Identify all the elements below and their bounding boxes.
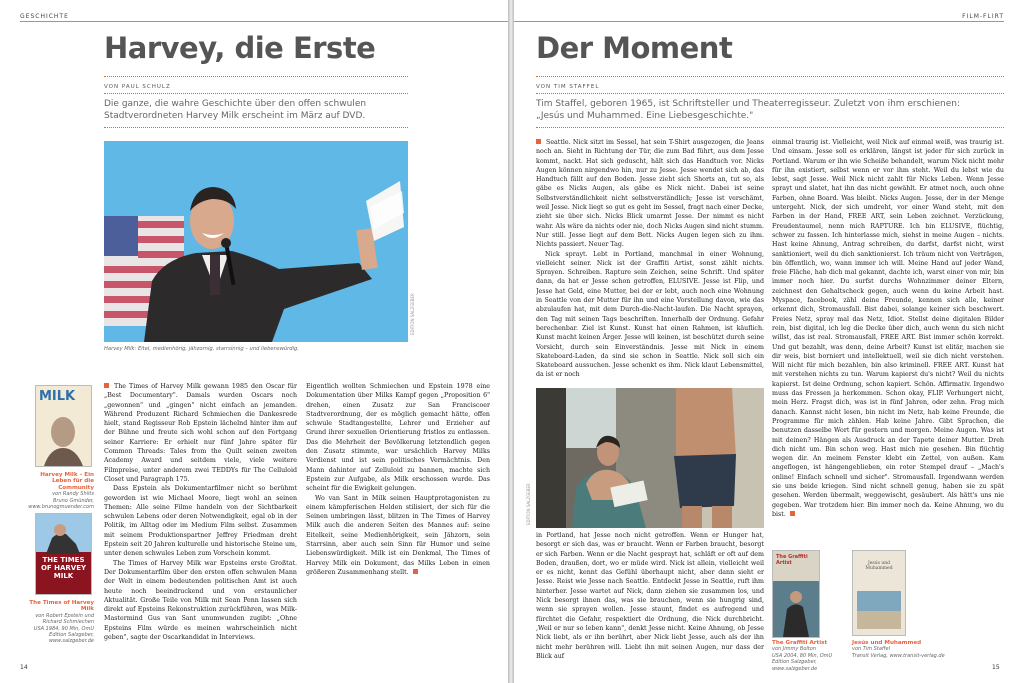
dotted-rule — [536, 93, 1004, 94]
article-column-1-bottom — [536, 531, 764, 663]
book-title: Harvey Milk – Ein Leben für die Community — [40, 472, 94, 491]
book-publisher: Bruno Gmünder, — [53, 497, 94, 504]
right-page — [514, 0, 1024, 683]
book-publisher: Transit Verlag, www.transit-verlag.de — [852, 652, 945, 659]
dvd-title: The Times of Harvey Milk — [29, 600, 94, 613]
top-rule — [514, 21, 1004, 22]
book-caption — [852, 640, 962, 659]
dvd-cover — [35, 513, 92, 595]
paragraph: einmal traurig ist. Vielleicht, weil Nick auf einmal weiß, was traurig ist. Und einsam. Jesse soll es erklären, längst ist jeder für sich zurück in Portland. Warum er ihn wie Scheiße behandelt, warum Nick nicht mehr für ihn existiert, selbst wenn er vor ihm steht. Weil du lebst wie du lebst, sagt Jesse. Weil Nick nicht zahlt für Nicks Leben. Wenn Jesse sprayt und slatet, hat ihn das nicht gewählt. Er atmet noch, auch ohne Farben, ohne Board. Was bleibt. Nicks Augen. Jesse, der in der Menge untergeht. Nick, der sich umdreht, vor einer Wand steht, mit den Farben in der Hand, FREE ART, sein Leben zeichnet. Verzückung, Freudentaumel, nenn mich RAPTURE. Ich bin ELUSIVE, flüchtig, schwer zu fassen. Ich hinterlasse mich, siehst in meine Augen – nichts. Hast keine Ahnung, Antrag schreiben, du darfst, darfst nicht, wirst sanktioniert, weil du dich sanktionierst. Ich träum nicht von Verträgen, bin öffentlich, wo, wann immer ich will. Meine Hand auf jeder Wand, freie Fläche, hab dich mal gekannt, dachte ich, warst einer von mir, bin immer noch hier. Du surfst durchs Wohnzimmer deiner Eltern, zeichnest den Gehaltscheck gegen, auch wenn du keine Arbeit hast. Myspace, facebook, zähl deine Freunde, kennen sich alle, keiner erkennt dich, Stromausfall. Bist dabei, solange keiner sich beschwert. Freies Netz, spray mal das Netz, Idiot. Stellst deine digitalen Bilder rein, bist digital, ich leg die Decke über dich, auch wenn du sich nicht willst, das ist real. Stromausfall, FREE ART. Bist immer schön korrekt. Und gut bezahlt, was denn, deine Arbeit? Kunst ist elitär, machen sie dir weis, bist borniert und intellektuell, weil sie dich nicht verstehen. Will nicht für mich bezahlen, bin also kriminell. FREE ART. Kunst hat mit verstehen nichts zu tun. Warum kapierst du's nicht? Weil du nichts kapierst. Ist deine Ordnung, schon kapiert. Schön. Affirmativ. Irgendwo muss das Fressen ja herkommen. Schon okay, FLIP. Verhungert nicht, mein Herz. Fragst dich, was ist in fünf Jahren, oder zehn. Frag mich danach. Kannst nicht lesen, bin nicht im Netz, hab keine Freunde, die Programme für mich zählen. Hab keine Jahre. Gibt Sprachen, die benutzen dasselbe Wort für gestern und morgen. Meine Augen. Was ist mit deinen? Hängen als Ausdruck an der Tapete deiner Mutter. Dreh dich nicht um. Bin schon weg. Hast mich nie gesehen. Bin flüchtig wegen dir. An meinem Fenster klebt ein Zettel, von außen. Kam angeflogen, ist hängengeblieben, ein roter Stempel drauf – „Mach's online! Einfach schnell und sicher". Stromausfall. Irgendwann werden sie uns beide kriegen. Sind nicht schnell genug, haben sie zu spät gesehen. Werden übermalt, weggewischt, gesäubert. Als hätt's uns nie gegeben. War trotzdem hier. Bin immer noch da. Keine Ahnung, wo du bist. — [772, 139, 1004, 518]
section-label: GESCHICHTE — [20, 13, 69, 20]
teaser: Die ganze, die wahre Geschichte über den offen schwulen Stadtverordneten Harvey Milk erscheint im März auf DVD. — [104, 99, 367, 121]
paragraph: Wo van Sant in Milk seinen Hauptprotagonisten zu einem kämpferischen Helden stilisiert, der sich für die Seinen umbringen lässt, blitzen in The Times of Harvey Milk auch die anderen Seiten des Mannes auf: seine Eitelkeit, seine Medienhörigkeit, sein Jähzorn, sein Starrsinn, aber auch sein Sinn für Humor und seine Liebenswürdigkeit. Milk ist ein Denkmal, The Times of Harvey Milk ein Dokument, das Milks Leben in einen größeren Zusammenhang stellt. — [306, 494, 490, 576]
dotted-rule — [536, 76, 1004, 77]
photo-caption: Harvey Milk: Eitel, medienhörig, jähzornig, starrsinnig – und liebenswürdig. — [104, 346, 299, 352]
book-cover-title: Jesús und Muhammed — [865, 561, 893, 571]
dvd-details: USA 1984, 90 Min, OmU — [33, 625, 94, 632]
article-column-2 — [772, 138, 1004, 542]
dvd-cover — [772, 550, 820, 638]
book-title: Jesús und Muhammed — [852, 640, 922, 646]
byline: VON PAUL SCHULZ — [104, 84, 171, 90]
dvd-cover-title: The Graffiti Artist — [776, 554, 808, 566]
book-author: von Randy Shilts — [52, 491, 94, 498]
dvd-title: The Graffiti Artist — [772, 640, 828, 646]
paragraph: in Portland, hat Jesse noch nicht getroffen. Wenn er Hunger hat, besorgt er sich das, was er braucht. Wenn er Farben braucht, besorgt er sich Farben. Wenn er die Nacht gesprayt hat, schläft er oft auf dem Boden, draußen, dort, wo er müde wird. Nick ist allein, vielleicht weil er es nicht, kennt das Gefühl überhaupt nicht, aber dann sieht er Jesse. Reist wie Jesse nach Seattle. Entdeckt Jesse in Seattle, ruft ihm hinterher. Jesse wartet auf Nick, dann ziehen sie zusammen los, und Nick besorgt ihnen das, was sie brauchen, wenn sie hungrig sind, wenn sie sprayen wollen. Jesse staunt, findet es aufregend und fürchtet die Gefahr, respektiert die Ordnung, die Nick durchbricht. ‚Weil er nur so leben kann", denkt Jesse nicht. Keine Ahnung, ob Jesse Nick liebt, als er ihn berührt, aber Nick liebt Jesse, auch als der ihn nicht mehr berühren will. Liebt ihn mit seinen Augen, nur dass der Blick auf — [536, 532, 764, 660]
dvd-cover-title: THE TIMES OF HARVEY MILK — [40, 556, 87, 580]
headline: Der Moment — [536, 31, 733, 65]
paragraph: Dass Epstein als Dokumentarfilmer nicht so berühmt geworden ist wie Michael Moore, liegt wohl an seinen Themen: Alle seine Filme handeln von der Sichtbarkeit schwulen Lebens oder deren Notwendigkeit, egal ob in der Politik, im Alltag oder im Medium Film selbst. Zusammen mit seinem Produktionspartner Jeffrey Friedman dreht Epstein seit 20 Jahren kulturelle und historische Steine um, unter denen schwules Leben zum Vorschein kommt. — [104, 485, 297, 558]
paragraph: The Times of Harvey Milk gewann 1985 den Oscar für „Best Documentary". Damals wurden Oscars noch „gewonnen" und „gingen" nicht einfach an jemanden. Während Produzent Richard Schmiechen die Dankesrede hielt, stand Regisseur Rob Epstein lächelnd hinter ihm auf der Bühne und freute sich wohl schon auf den Fortgang seiner Karriere: Er erhielt nur fünf Jahre später für Common Threads: Tales from the Quilt seinen zweiten Academy Award und seitdem viele, viele weitere Filmpreise, unter anderem zwei TEDDYs für The Celluloid Closet und Paragraph 175. — [104, 383, 297, 483]
dotted-rule — [536, 127, 1004, 128]
end-marker — [790, 511, 795, 516]
article-column-2 — [306, 382, 490, 582]
film-still-photo — [536, 388, 764, 528]
dvd-author: von Jimmy Bolton — [772, 646, 816, 653]
paragraph: The Times of Harvey Milk war Epsteins erste Großtat. Der Dokumentarfilm über den ersten offen schwulen Mann der Welt in einem bedeutenden politischen Amt ist auch heute noch beeindruckend und von erstaunlicher Aktualität. Große Teile von Milk mit Sean Penn lassen sich direkt auf Epsteins Rekonstruktion zurückführen, was Milk-Mastermind Gus van Sant unumwunden zugibt: „Ohne Epsteins Film würde es meinen wahrscheinlich nicht geben", sagte der Oscarkandidat in Interviews. — [104, 559, 297, 642]
top-rule — [20, 21, 508, 22]
book-url: www.brunogmuender.com — [28, 504, 94, 511]
page-number: 15 — [992, 664, 1000, 671]
dvd-publisher: Edition Salzgeber, — [772, 659, 817, 666]
start-marker — [104, 383, 109, 388]
book-cover — [852, 550, 906, 636]
left-page — [0, 0, 508, 683]
teaser: Tim Staffel, geboren 1965, ist Schriftsteller und Theaterregisseur. Zuletzt von ihm erschienen: „Jesús und Muhammed. Eine Liebesgeschichte." — [536, 99, 960, 121]
harvey-milk-photo — [104, 141, 408, 342]
dvd-caption — [20, 600, 94, 645]
headline: Harvey, die Erste — [104, 31, 376, 65]
section-label: FILM-FLIRT — [962, 13, 1004, 20]
dvd-author: von Robert Epstein und Richard Schmiechen — [35, 612, 94, 626]
start-marker — [536, 139, 541, 144]
end-marker — [413, 569, 418, 574]
byline: VON TIM STAFFEL — [536, 84, 600, 90]
book-caption — [20, 472, 94, 510]
dvd-details: USA 2004, 80 Min, OmU — [772, 652, 833, 659]
dvd-url: www.salzgeber.de — [772, 665, 818, 672]
photo-credit: EDITION SALZGEBER — [410, 293, 415, 335]
article-column-1 — [104, 382, 297, 662]
dvd-url: www.salzgeber.de — [48, 638, 94, 645]
paragraph: Nick sprayt. Lebt in Portland, manchmal in einer Wohnung, vielleicht seiner. Nick ist der Graffiti Artist, sonst zählt nichts. Sprayen. Schreiben. Rapture sein Zeichen, seine Schrift. Und später dann, da hat er Jesse schon getroffen, ELUSIVE. Jesse ist Flip, und Jesse hat Geld, eine Mutter, bei der er lebt, auch noch eine Wohnung in Seattle von der Mutter für ihn und eine Vorstellung davon, wie das abzulaufen hat, mit dem Durch-die-Nacht-laufen. Die Nacht sprayen, den Tag mit seinen Tags beschriften. Innerhalb der Ordnung. Gefahr berechenbar. Ziel ist Kunst. Kunst hat einen Rahmen, ist käuflich. Kunst macht keinen Ärger. Jesse will keinen, ist beschützt durch seine Vorsicht, durch sein Einverständnis. Jesse mit Nick in einem Skateboard-Laden, da sind sie schon in Seattle. Nick soll sich ein Skateboard aussuchen. Jesse schenkt es ihm. Nick klaut Lebensmittel, da ist er noch — [536, 250, 764, 379]
book-cover — [35, 385, 92, 467]
dvd-caption — [772, 640, 862, 672]
dotted-rule — [104, 76, 408, 77]
photo-credit: EDITION SALZGEBER — [526, 483, 531, 525]
book-cover-title: MILK — [39, 389, 76, 404]
dotted-rule — [104, 93, 408, 94]
paragraph: Eigentlich wollten Schmiechen und Epstein 1978 eine Dokumentation über Milks Kampf gegen „Proposition 6" drehen, einen Zusatz zur San Franciscoer Stadtverordnung, der es möglich gemacht hätte, offen schwule Stadtangestellte, Lehrer und Erzieher auf Grund ihrer sexuellen Orientierung fristlos zu entlassen. Das die Mehrheit der Bevölkerung letztendlich gegen den Zusatz stimmte, war ursächlich Harvey Milks Verdienst und ist sein politisches Vermächtnis. Den Mann dahinter auf Zelluloid zu bannen, machte sich Epstein zur Aufgabe, als Milk erschossen wurde. Das scheint für die Ewigkeit gelungen. — [306, 383, 490, 493]
book-author: von Tim Staffel — [852, 646, 890, 653]
page-number: 14 — [20, 664, 28, 671]
dvd-publisher: Edition Salzgeber, — [49, 632, 94, 639]
dotted-rule — [104, 127, 408, 128]
paragraph: Seattle. Nick sitzt im Sessel, hat sein T-Shirt ausgezogen, die Jeans noch an. Sieht in Richtung der Tür, die zum Bad führt, aus dem Jesse kommt, nackt. Hat sich geduscht, hält sich das Handtuch vor. Nicks Augen können nirgendwo hin, nur zu Jesse. Jesse wendet sich ab, das Handtuch fällt auf den Boden. Jesse zieht sich Shorts an, tut so, als gäbe es Nicks Augen, als gäbe es Nick nicht. Dabei ist seine Selbstverständlichkeit nicht selbstverständlich; Jesse ist verschämt, weil Jesse. Nick liegt so gut es geht im Sessel, fragt nach einer Decke, zieht sie über sich. Nicks Blick umarmt Jesse. Der nimmt es nicht wahr. Als wäre da nichts oder nie, doch Nicks Augen sind nicht stumm. Nur still. Jesse liegt auf dem Bett. Nicks Augen legen sich zu ihm. Nichts passiert. Neuer Tag. — [536, 139, 764, 249]
article-column-1-top — [536, 138, 764, 384]
